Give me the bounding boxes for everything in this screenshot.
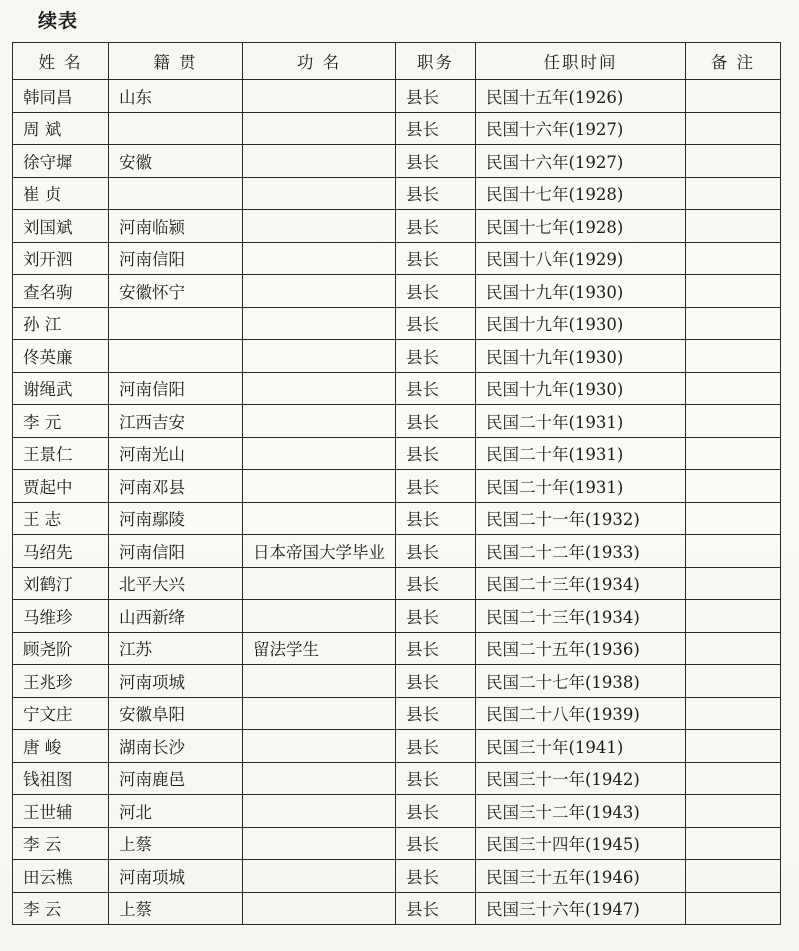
- table-row: [13, 470, 781, 503]
- cell-native-place: 山东: [109, 80, 243, 113]
- cell-name: 顾尧阶: [13, 632, 109, 665]
- table-row: [13, 177, 781, 210]
- table-row: [13, 145, 781, 178]
- cell-native-place: 安徽: [109, 145, 243, 178]
- cell-merit: [243, 502, 396, 535]
- table-row: [13, 340, 781, 373]
- cell-name: 马绍先: [13, 535, 109, 568]
- cell-name: 唐 峻: [13, 730, 109, 763]
- cell-merit: 日本帝国大学毕业: [243, 535, 396, 568]
- cell-position: 县长: [396, 307, 476, 340]
- cell-term: 民国二十八年(1939): [476, 697, 686, 730]
- cell-position: 县长: [396, 470, 476, 503]
- cell-native-place: 安徽阜阳: [109, 697, 243, 730]
- cell-position: 县长: [396, 242, 476, 275]
- cell-position: 县长: [396, 892, 476, 925]
- cell-term: 民国三十一年(1942): [476, 762, 686, 795]
- cell-name: 王景仁: [13, 437, 109, 470]
- cell-term: 民国十五年(1926): [476, 80, 686, 113]
- table-row: [13, 502, 781, 535]
- cell-remarks: [686, 502, 781, 535]
- cell-position: 县长: [396, 762, 476, 795]
- cell-merit: [243, 665, 396, 698]
- cell-term: 民国二十三年(1934): [476, 567, 686, 600]
- cell-name: 田云樵: [13, 860, 109, 893]
- cell-term: 民国十八年(1929): [476, 242, 686, 275]
- cell-position: 县长: [396, 437, 476, 470]
- cell-merit: [243, 892, 396, 925]
- cell-term: 民国三十二年(1943): [476, 795, 686, 828]
- cell-remarks: [686, 210, 781, 243]
- cell-merit: [243, 372, 396, 405]
- cell-native-place: 河南临颍: [109, 210, 243, 243]
- table-row: [13, 80, 781, 113]
- header-row: [13, 43, 781, 80]
- cell-native-place: 江西吉安: [109, 405, 243, 438]
- table-row: [13, 535, 781, 568]
- cell-name: 马维珍: [13, 600, 109, 633]
- cell-remarks: [686, 892, 781, 925]
- cell-position: 县长: [396, 795, 476, 828]
- table-row: [13, 600, 781, 633]
- cell-merit: [243, 177, 396, 210]
- cell-name: 徐守墀: [13, 145, 109, 178]
- cell-native-place: 湖南长沙: [109, 730, 243, 763]
- cell-merit: [243, 405, 396, 438]
- cell-term: 民国三十四年(1945): [476, 827, 686, 860]
- cell-merit: [243, 827, 396, 860]
- cell-remarks: [686, 730, 781, 763]
- cell-remarks: [686, 860, 781, 893]
- cell-remarks: [686, 112, 781, 145]
- cell-name: 李 元: [13, 405, 109, 438]
- cell-native-place: 河南鹿邑: [109, 762, 243, 795]
- cell-position: 县长: [396, 80, 476, 113]
- cell-merit: [243, 145, 396, 178]
- cell-name: 刘开泗: [13, 242, 109, 275]
- cell-remarks: [686, 437, 781, 470]
- cell-term: 民国十九年(1930): [476, 372, 686, 405]
- table-row: [13, 795, 781, 828]
- table-row: [13, 632, 781, 665]
- cell-position: 县长: [396, 372, 476, 405]
- table-row: [13, 112, 781, 145]
- header-remarks: 备 注: [686, 43, 781, 80]
- cell-term: 民国十九年(1930): [476, 340, 686, 373]
- cell-native-place: 河南鄢陵: [109, 502, 243, 535]
- cell-name: 王兆珍: [13, 665, 109, 698]
- cell-remarks: [686, 307, 781, 340]
- cell-term: 民国二十年(1931): [476, 405, 686, 438]
- cell-merit: [243, 112, 396, 145]
- cell-term: 民国二十年(1931): [476, 437, 686, 470]
- cell-native-place: 河南光山: [109, 437, 243, 470]
- table-row: [13, 567, 781, 600]
- table-row: [13, 210, 781, 243]
- cell-remarks: [686, 665, 781, 698]
- cell-merit: 留法学生: [243, 632, 396, 665]
- cell-position: 县长: [396, 632, 476, 665]
- table-row: [13, 372, 781, 405]
- cell-term: 民国十九年(1930): [476, 307, 686, 340]
- cell-position: 县长: [396, 600, 476, 633]
- table-row: [13, 762, 781, 795]
- cell-remarks: [686, 827, 781, 860]
- cell-native-place: 河南邓县: [109, 470, 243, 503]
- cell-position: 县长: [396, 177, 476, 210]
- cell-remarks: [686, 632, 781, 665]
- cell-name: 查名驹: [13, 275, 109, 308]
- cell-merit: [243, 860, 396, 893]
- cell-native-place: [109, 340, 243, 373]
- cell-term: 民国二十年(1931): [476, 470, 686, 503]
- cell-position: 县长: [396, 275, 476, 308]
- cell-term: 民国二十七年(1938): [476, 665, 686, 698]
- cell-name: 李 云: [13, 827, 109, 860]
- cell-merit: [243, 600, 396, 633]
- cell-name: 谢绳武: [13, 372, 109, 405]
- cell-remarks: [686, 275, 781, 308]
- cell-name: 钱祖图: [13, 762, 109, 795]
- cell-term: 民国十九年(1930): [476, 275, 686, 308]
- cell-merit: [243, 470, 396, 503]
- cell-remarks: [686, 762, 781, 795]
- cell-position: 县长: [396, 145, 476, 178]
- cell-merit: [243, 567, 396, 600]
- cell-position: 县长: [396, 502, 476, 535]
- cell-name: 王 志: [13, 502, 109, 535]
- cell-native-place: 河南信阳: [109, 535, 243, 568]
- cell-remarks: [686, 697, 781, 730]
- cell-term: 民国十七年(1928): [476, 177, 686, 210]
- cell-term: 民国三十年(1941): [476, 730, 686, 763]
- cell-merit: [243, 730, 396, 763]
- table-row: [13, 730, 781, 763]
- cell-position: 县长: [396, 567, 476, 600]
- cell-native-place: [109, 177, 243, 210]
- table-row: [13, 697, 781, 730]
- cell-name: 韩同昌: [13, 80, 109, 113]
- cell-name: 刘鹤汀: [13, 567, 109, 600]
- cell-term: 民国十六年(1927): [476, 145, 686, 178]
- cell-remarks: [686, 372, 781, 405]
- cell-name: 王世辅: [13, 795, 109, 828]
- table-row: [13, 242, 781, 275]
- county-magistrates-table: [12, 42, 781, 925]
- cell-remarks: [686, 795, 781, 828]
- cell-merit: [243, 697, 396, 730]
- cell-name: 崔 贞: [13, 177, 109, 210]
- header-native-place: 籍 贯: [109, 43, 243, 80]
- cell-native-place: 河南信阳: [109, 372, 243, 405]
- cell-remarks: [686, 470, 781, 503]
- cell-merit: [243, 210, 396, 243]
- cell-term: 民国十七年(1928): [476, 210, 686, 243]
- header-term: 任职时间: [476, 43, 686, 80]
- cell-native-place: 河南项城: [109, 860, 243, 893]
- header-merit: 功 名: [243, 43, 396, 80]
- cell-position: 县长: [396, 827, 476, 860]
- cell-remarks: [686, 177, 781, 210]
- cell-remarks: [686, 405, 781, 438]
- continued-label: 续表: [38, 10, 79, 32]
- cell-term: 民国二十五年(1936): [476, 632, 686, 665]
- cell-native-place: 河北: [109, 795, 243, 828]
- table-row: [13, 307, 781, 340]
- table-row: [13, 275, 781, 308]
- cell-merit: [243, 762, 396, 795]
- cell-native-place: 上蔡: [109, 827, 243, 860]
- table-body: [13, 80, 781, 925]
- cell-position: 县长: [396, 210, 476, 243]
- cell-remarks: [686, 242, 781, 275]
- cell-native-place: 河南项城: [109, 665, 243, 698]
- cell-position: 县长: [396, 697, 476, 730]
- cell-position: 县长: [396, 112, 476, 145]
- cell-name: 孙 江: [13, 307, 109, 340]
- cell-name: 佟英廉: [13, 340, 109, 373]
- header-position: 职务: [396, 43, 476, 80]
- cell-remarks: [686, 145, 781, 178]
- cell-term: 民国二十一年(1932): [476, 502, 686, 535]
- cell-term: 民国三十五年(1946): [476, 860, 686, 893]
- cell-merit: [243, 80, 396, 113]
- cell-remarks: [686, 80, 781, 113]
- cell-term: 民国十六年(1927): [476, 112, 686, 145]
- cell-merit: [243, 795, 396, 828]
- cell-position: 县长: [396, 405, 476, 438]
- cell-merit: [243, 275, 396, 308]
- cell-native-place: 江苏: [109, 632, 243, 665]
- cell-native-place: 山西新绛: [109, 600, 243, 633]
- cell-position: 县长: [396, 860, 476, 893]
- cell-merit: [243, 340, 396, 373]
- table-row: [13, 892, 781, 925]
- cell-term: 民国二十三年(1934): [476, 600, 686, 633]
- cell-native-place: 上蔡: [109, 892, 243, 925]
- cell-position: 县长: [396, 340, 476, 373]
- cell-name: 李 云: [13, 892, 109, 925]
- cell-native-place: 北平大兴: [109, 567, 243, 600]
- cell-name: 宁文庄: [13, 697, 109, 730]
- cell-term: 民国二十二年(1933): [476, 535, 686, 568]
- cell-name: 周 斌: [13, 112, 109, 145]
- header-name: 姓 名: [13, 43, 109, 80]
- cell-remarks: [686, 600, 781, 633]
- cell-remarks: [686, 567, 781, 600]
- cell-term: 民国三十六年(1947): [476, 892, 686, 925]
- table-row: [13, 437, 781, 470]
- cell-name: 刘国斌: [13, 210, 109, 243]
- cell-merit: [243, 307, 396, 340]
- cell-name: 贾起中: [13, 470, 109, 503]
- cell-position: 县长: [396, 665, 476, 698]
- cell-remarks: [686, 535, 781, 568]
- cell-native-place: [109, 112, 243, 145]
- table-row: [13, 827, 781, 860]
- cell-native-place: 安徽怀宁: [109, 275, 243, 308]
- cell-native-place: 河南信阳: [109, 242, 243, 275]
- cell-position: 县长: [396, 730, 476, 763]
- cell-position: 县长: [396, 535, 476, 568]
- cell-merit: [243, 242, 396, 275]
- cell-remarks: [686, 340, 781, 373]
- cell-native-place: [109, 307, 243, 340]
- cell-merit: [243, 437, 396, 470]
- table-row: [13, 405, 781, 438]
- table-row: [13, 665, 781, 698]
- table-row: [13, 860, 781, 893]
